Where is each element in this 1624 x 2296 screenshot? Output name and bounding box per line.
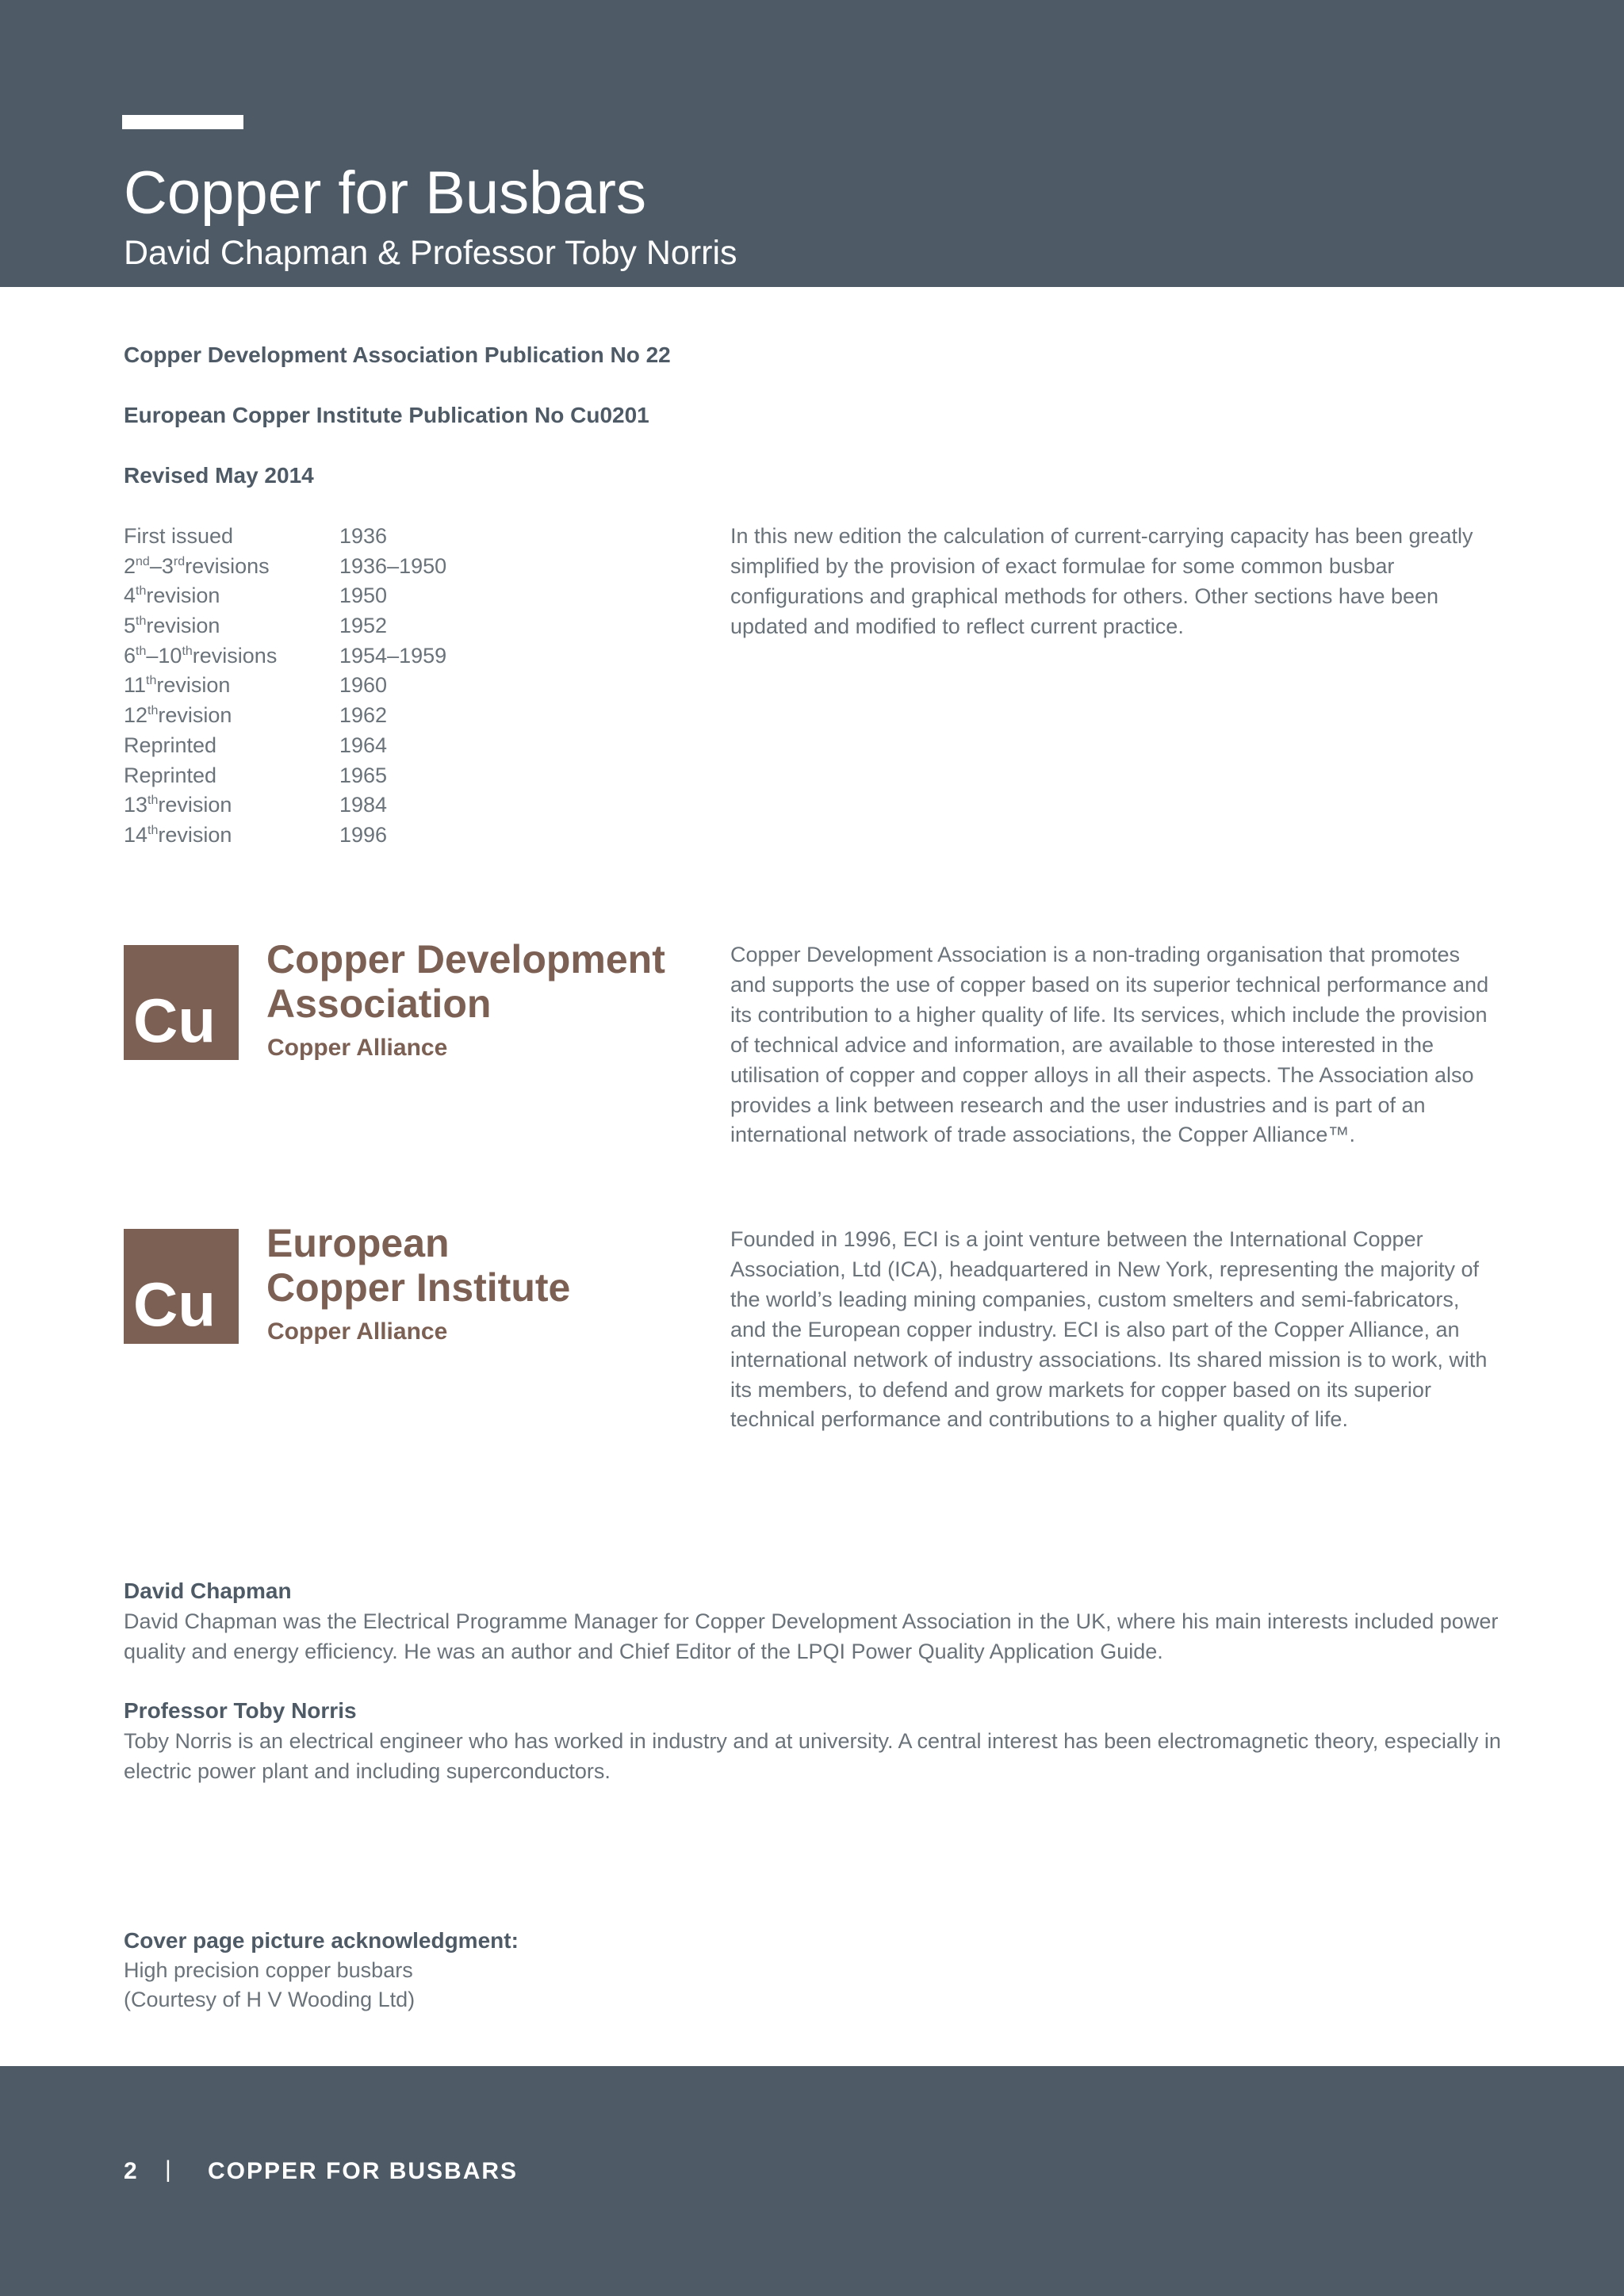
eci-logo-name: European Copper Institute [266,1221,571,1310]
footer-separator: | [165,2156,171,2183]
eci-description: Founded in 1996, ECI is a joint venture between the International Copper Association, Ltd (ICA), headquartered in New York, representing the majority of the world’s leading mining companies, custom smelters and semi-fabricators, and the European copper industry. ECI is also part of the Copper Alliance, an international network of industry associations. Its shared mission is to work, with its members, to defend and grow markets for copper based on its superior technical performance and contributions to a higher quality of life. [730,1227,1488,1432]
cda-description: Copper Development Association is a non-trading organisation that promotes and supports the use of copper based on its superior technical performance and its contribution to a higher quality of life. Its services, which include the provision of technical advice and information, are available to those interested in the utilisation of copper and copper alloys in all their aspects. The Association also provides a link between research and the user industries and is part of an international network of trade associations, the Copper Alliance™. [730,943,1489,1147]
edition-intro-paragraph: In this new edition the calculation of current-carrying capacity has been greatly simplified by the provision of exact formulae for some common busbar configurations and graphical methods for others. Other sections have been updated and modified to reflect current practice. [730,524,1473,638]
bio-text-norris: Toby Norris is an electrical engineer who has worked in industry and at university. A central interest has been electromagnetic theory, especially in electric power plant and including superconductors. [124,1729,1501,1783]
history-year: 1962 [339,703,388,728]
eci-publication-number: European Copper Institute Publication No Cu0201 [124,403,649,427]
page-number: 2 [124,2158,137,2184]
history-year: 1950 [339,584,388,608]
history-year: 1936–1950 [339,553,447,578]
history-row: 6th–10threvisions 1954–1959 [124,641,488,672]
cda-logo-name: Copper Development Association [266,937,665,1026]
header-rule [122,115,243,129]
history-row: First issued 1936 [124,522,488,552]
eci-logo-alliance: Copper Alliance [267,1318,448,1345]
history-row: 13threvision 1984 [124,790,488,821]
history-year: 1954–1959 [339,643,447,668]
acknowledgment-line: (Courtesy of H V Wooding Ltd) [124,1988,416,2011]
bio-name-norris: Professor Toby Norris [124,1698,357,1723]
history-year: 1964 [339,733,388,757]
history-row: 12threvision 1962 [124,701,488,731]
history-year: 1996 [339,822,388,847]
history-row: 14threvision 1996 [124,821,488,851]
history-year: 1936 [339,524,388,548]
history-year: 1965 [339,763,388,787]
history-year: 1952 [339,614,388,638]
history-row: 5threvision 1952 [124,611,488,641]
document-authors: David Chapman & Professor Toby Norris [124,234,737,272]
revision-history [124,522,488,851]
document-title: Copper for Busbars [124,159,646,227]
history-row: 2nd–3rdrevisions 1936–1950 [124,552,488,582]
history-year: 1984 [339,793,388,817]
history-row: 4threvision 1950 [124,581,488,611]
eci-logo [124,1221,631,1348]
bio-text-chapman: David Chapman was the Electrical Programme Manager for Copper Development Association in the UK, where his main interests included power quality and energy efficiency. He was an author and Chief Editor of the LPQI Power Quality Application Guide. [124,1609,1499,1663]
cda-logo-alliance: Copper Alliance [267,1035,448,1061]
history-row: Reprinted 1965 [124,761,488,791]
revision-date: Revised May 2014 [124,463,314,488]
history-row: 11threvision 1960 [124,671,488,701]
acknowledgment-title: Cover page picture acknowledgment: [124,1928,519,1953]
history-row: Reprinted 1964 [124,731,488,761]
acknowledgment-line: High precision copper busbars [124,1958,413,1982]
bio-name-chapman: David Chapman [124,1578,292,1603]
cda-logo [124,937,665,1064]
cu-symbol-box [124,945,239,1060]
cda-publication-number: Copper Development Association Publication No 22 [124,342,671,367]
history-year: 1960 [339,673,388,698]
cu-symbol: Cu [133,985,216,1055]
running-title: COPPER FOR BUSBARS [208,2158,519,2184]
cu-symbol-box [124,1229,239,1344]
cu-symbol: Cu [133,1269,216,1339]
